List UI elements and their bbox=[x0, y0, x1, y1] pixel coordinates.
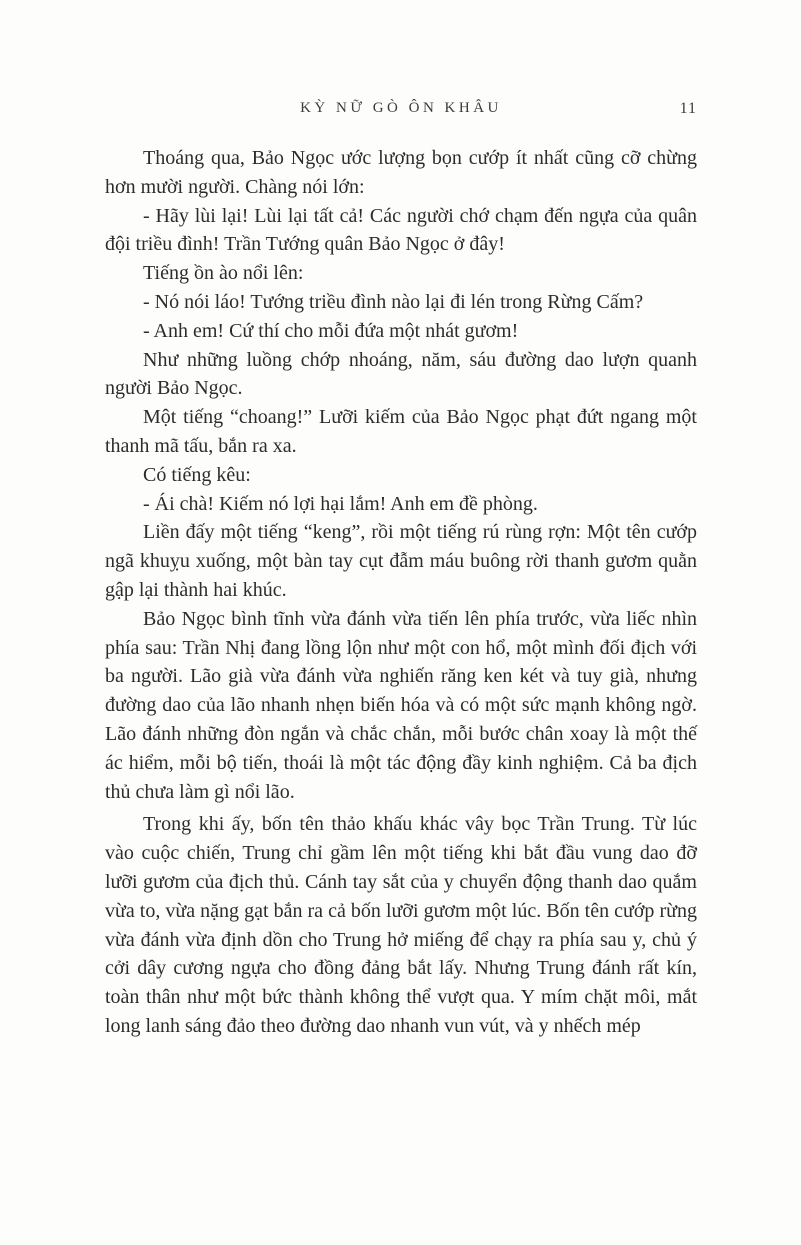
paragraph: - Anh em! Cứ thí cho mỗi đứa một nhát gươm! bbox=[143, 319, 519, 342]
paragraph: Có tiếng kêu: bbox=[143, 463, 251, 486]
paragraph: Tiếng ồn ào nổi lên: bbox=[143, 262, 304, 285]
page-body bbox=[105, 144, 697, 1041]
paragraph: Trong khi ấy, bốn tên thảo khấu khác vây bọc Trần Trung. Từ lúc vào cuộc chiến, Trung chỉ gầm lên một tiếng khi bắt đầu vung dao đỡ lưỡi gươm của địch thủ. Cánh tay sắt của y chuyển động thanh dao quắm vừa to, vừa nặng gạt bắn ra cả bốn lưỡi gươm một lúc. Bốn tên cướp rừng vừa đánh vừa định dồn cho Trung hở miếng để chạy ra phía sau y, chủ ý cởi dây cương ngựa cho đồng đảng bắt lấy. Nhưng Trung đánh rất kín, toàn thân như một bức thành không thể vượt qua. Y mím chặt môi, mắt long lanh sáng đảo theo đường dao nhanh vun vút, và y nhếch mép bbox=[105, 813, 697, 1037]
paragraph: Thoáng qua, Bảo Ngọc ước lượng bọn cướp ít nhất cũng cỡ chừng hơn mười người. Chàng nói lớn: bbox=[105, 147, 697, 198]
paragraph: Một tiếng “choang!” Lưỡi kiếm của Bảo Ngọc phạt đứt ngang một thanh mã tấu, bắn ra xa. bbox=[105, 406, 697, 457]
paragraph: - Nó nói láo! Tướng triều đình nào lại đi lén trong Rừng Cấm? bbox=[143, 290, 644, 313]
running-head bbox=[105, 100, 697, 120]
page-title: KỲ NỮ GÒ ÔN KHÂU bbox=[300, 100, 502, 116]
page-number: 11 bbox=[679, 100, 697, 117]
paragraph: Liền đấy một tiếng “keng”, rồi một tiếng rú rùng rợn: Một tên cướp ngã khuỵu xuống, một bàn tay cụt đẫm máu buông rời thanh gươm quằn gập lại thành hai khúc. bbox=[105, 521, 697, 601]
paragraph: - Ái chà! Kiếm nó lợi hại lắm! Anh em đề phòng. bbox=[143, 492, 538, 515]
paragraph: - Hãy lùi lại! Lùi lại tất cả! Các người chớ chạm đến ngựa của quân đội triều đình! Trần Tướng quân Bảo Ngọc ở đây! bbox=[105, 204, 697, 256]
paragraph: Bảo Ngọc bình tĩnh vừa đánh vừa tiến lên phía trước, vừa liếc nhìn phía sau: Trần Nhị đang lồng lộn như một con hổ, một mình đối địch với ba người. Lão già vừa đánh vừa nghiến răng ken két và tuy già, nhưng đường dao của lão nhanh nhẹn biến hóa và có một sức mạnh không ngờ. Lão đánh những đòn ngắn và chắc chắn, mỗi bước chân xoay là một thế ác hiểm, mỗi bộ tiến, thoái là một tác động đầy kinh nghiệm. Cả ba địch thủ chưa làm gì nổi lão. bbox=[105, 607, 697, 803]
paragraph: Như những luồng chớp nhoáng, năm, sáu đường dao lượn quanh người Bảo Ngọc. bbox=[105, 348, 697, 400]
